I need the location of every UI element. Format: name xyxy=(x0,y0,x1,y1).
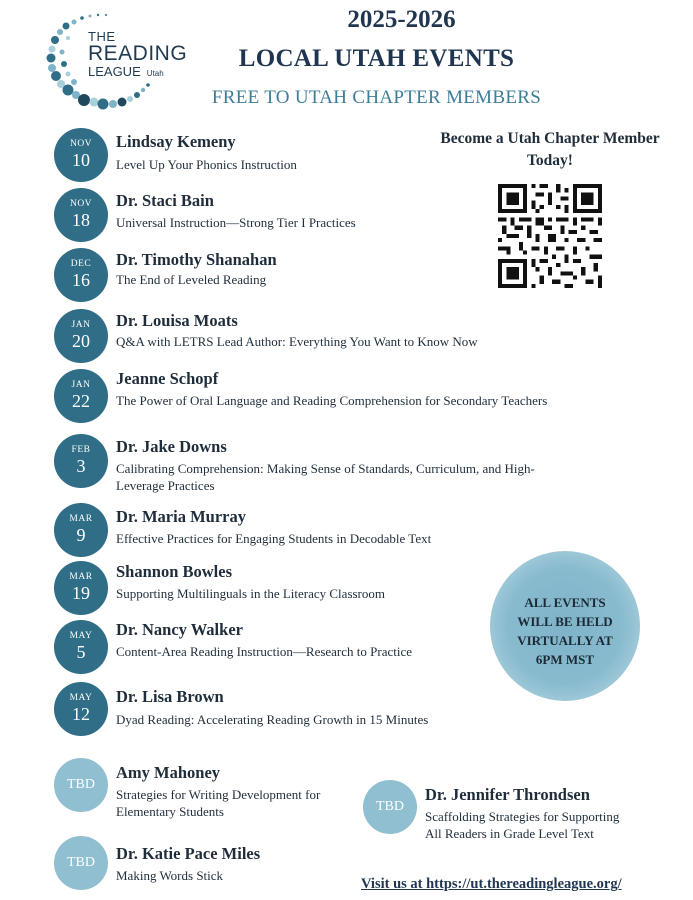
membership-callout xyxy=(430,128,670,172)
event-description: The End of Leveled Reading xyxy=(116,272,267,287)
date-day: 10 xyxy=(72,150,90,170)
virtual-events-notice xyxy=(490,551,640,701)
speaker-name: Shannon Bowles xyxy=(116,562,233,581)
website-link[interactable]: Visit us at https://ut.thereadingleague.org/ xyxy=(361,876,622,892)
date-day: 12 xyxy=(72,704,90,724)
event-description: Supporting Multilinguals in the Literacy Classroom xyxy=(116,586,386,601)
date-badge xyxy=(54,369,108,423)
season-year: 2025-2026 xyxy=(347,6,456,33)
logo-league-text: LEAGUE xyxy=(88,64,141,79)
date-day: 9 xyxy=(76,525,86,545)
speaker-name: Dr. Nancy Walker xyxy=(116,620,243,639)
tbd-badge: TBD xyxy=(54,758,108,812)
date-badge xyxy=(54,128,108,182)
date-month: JAN xyxy=(71,320,91,330)
date-badge xyxy=(54,248,108,302)
event-description: Q&A with LETRS Lead Author: Everything You Want to Know Now xyxy=(116,334,478,349)
date-day: 16 xyxy=(72,270,90,290)
event-description: The Power of Oral Language and Reading Comprehension for Secondary Teachers xyxy=(116,393,548,408)
logo-line-reading: READING xyxy=(88,42,188,65)
speaker-name: Lindsay Kemeny xyxy=(116,132,236,151)
date-badge xyxy=(54,682,108,736)
event-description: Effective Practices for Engaging Students in Decodable Text xyxy=(116,531,432,546)
speaker-name: Dr. Katie Pace Miles xyxy=(116,844,261,863)
speaker-name: Dr. Lisa Brown xyxy=(116,687,224,706)
virtual-line-3: VIRTUALLY AT xyxy=(517,633,613,648)
membership-line-1: Become a Utah Chapter Member xyxy=(440,130,660,147)
date-day: 19 xyxy=(72,583,90,603)
date-month: MAY xyxy=(69,693,93,703)
event-description: Level Up Your Phonics Instruction xyxy=(116,157,297,172)
date-month: NOV xyxy=(69,199,93,209)
speaker-name: Jeanne Schopf xyxy=(116,369,219,388)
date-badge xyxy=(54,503,108,557)
date-month: MAR xyxy=(69,514,93,524)
speaker-name: Dr. Staci Bain xyxy=(116,191,214,210)
event-description: Scaffolding Strategies for Supporting All Readers in Grade Level Text xyxy=(425,809,620,841)
speaker-name: Dr. Timothy Shanahan xyxy=(116,250,277,269)
speaker-name: Dr. Maria Murray xyxy=(116,507,246,526)
date-day: 5 xyxy=(76,642,86,662)
tbd-badge: TBD xyxy=(54,836,108,890)
date-badge xyxy=(54,561,108,615)
date-day: 22 xyxy=(72,391,90,411)
date-day: 18 xyxy=(72,210,90,230)
date-badge xyxy=(54,434,108,488)
event-description: Dyad Reading: Accelerating Reading Growth in 15 Minutes xyxy=(116,712,429,727)
date-badge xyxy=(54,620,108,674)
event-description: Calibrating Comprehension: Making Sense of Standards, Curriculum, and High-Leverage Practices xyxy=(116,461,535,493)
logo-utah-text: Utah xyxy=(146,69,164,78)
date-month: NOV xyxy=(69,139,93,149)
speaker-name: Dr. Jake Downs xyxy=(116,437,227,456)
date-day: 3 xyxy=(76,456,86,476)
date-month: MAY xyxy=(69,631,93,641)
date-badge xyxy=(54,309,108,363)
date-month: MAR xyxy=(69,572,93,582)
qr-code-icon[interactable] xyxy=(498,184,602,288)
virtual-line-1: ALL EVENTS xyxy=(524,595,606,610)
tbd-badge: TBD xyxy=(363,780,417,834)
speaker-name: Amy Mahoney xyxy=(116,763,221,782)
speaker-name: Dr. Louisa Moats xyxy=(116,311,238,330)
date-month: FEB xyxy=(71,445,91,455)
date-day: 20 xyxy=(72,331,90,351)
logo-line-the: THE xyxy=(88,29,116,44)
speaker-name: Dr. Jennifer Throndsen xyxy=(425,785,590,804)
membership-line-2: Today! xyxy=(527,152,573,169)
date-month: DEC xyxy=(70,259,92,269)
event-description: Universal Instruction—Strong Tier I Practices xyxy=(116,215,356,230)
event-description: Strategies for Writing Development for Elementary Students xyxy=(116,787,321,819)
virtual-line-2: WILL BE HELD xyxy=(517,614,613,629)
event-description: Content-Area Reading Instruction—Research to Practice xyxy=(116,644,413,659)
date-badge xyxy=(54,188,108,242)
page-title: LOCAL UTAH EVENTS xyxy=(238,45,515,72)
virtual-line-4: 6PM MST xyxy=(535,652,595,667)
date-month: JAN xyxy=(71,380,91,390)
event-description: Making Words Stick xyxy=(116,868,224,883)
page-subtitle: FREE TO UTAH CHAPTER MEMBERS xyxy=(211,87,542,108)
